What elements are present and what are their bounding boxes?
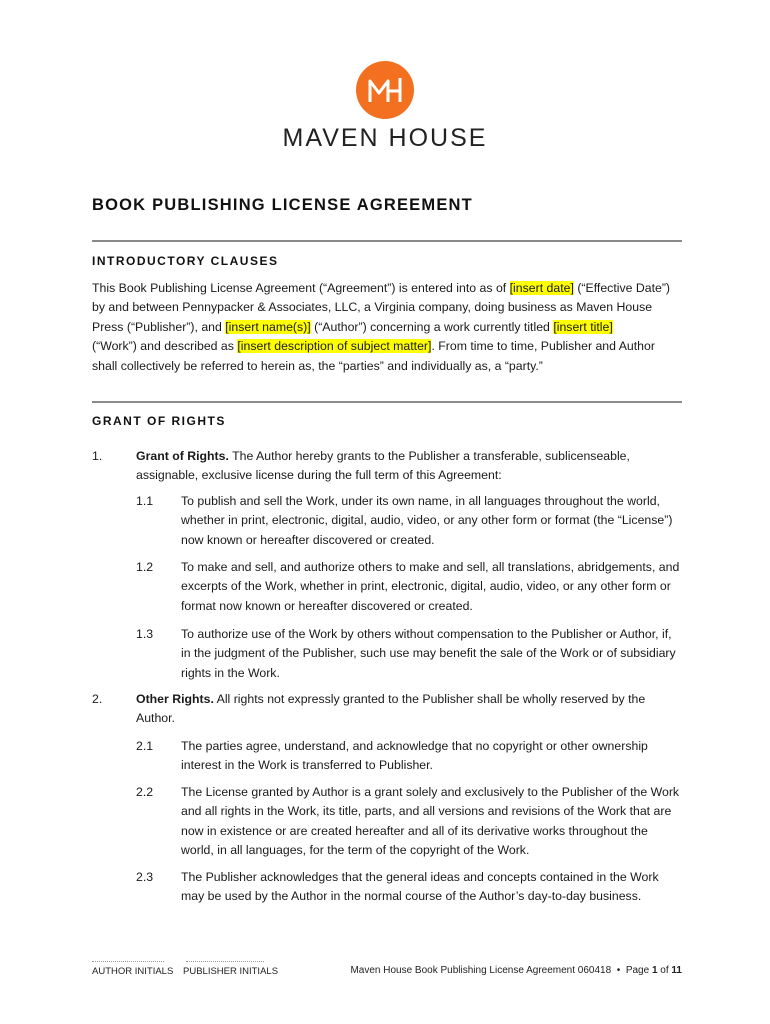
page-total: 11 <box>671 965 682 976</box>
insert-title-field[interactable]: [insert title] <box>553 319 613 334</box>
subclause-text: The License granted by Author is a grant solely and exclusively to the Publisher of the Work and all rights in the Work, its title, parts, and all versions and revisions of the Work that are now in existence or are created hereafter and all of its derivative works throughout the world, in all languages, for the term of the copyright of the Work. <box>181 785 680 858</box>
clause-label: Grant of Rights. <box>136 449 229 463</box>
subclause-text: The Publisher acknowledges that the general ideas and concepts contained in the Work may be used by the Author in the normal course of the Author’s day-to-day business. <box>181 870 659 904</box>
clause-number: 1. <box>92 449 103 463</box>
intro-text: This Book Publishing License Agreement (“Agreement”) is entered into as of <box>92 281 510 295</box>
publisher-initials-line[interactable] <box>186 961 264 962</box>
subclause-number: 1.2 <box>136 560 154 574</box>
page-of: of <box>660 965 669 976</box>
clause-text <box>136 690 682 729</box>
subclause-number: 1.1 <box>136 494 154 508</box>
clause-text <box>136 447 682 486</box>
clause-label: Other Rights. <box>136 692 214 706</box>
clause-body: All rights not expressly granted to the Publisher shall be wholly reserved by the Author. <box>136 692 646 726</box>
publisher-initials-label: PUBLISHER INITIALS <box>183 966 279 977</box>
subclause-number: 2.1 <box>136 739 154 753</box>
page-label: Page <box>625 965 650 976</box>
section-heading-introductory: INTRODUCTORY CLAUSES <box>92 254 279 268</box>
footer-doc-name: Maven House Book Publishing License Agreement 060418 <box>350 965 612 976</box>
subclause-number: 1.3 <box>136 627 154 641</box>
section-divider <box>92 240 682 242</box>
subclause-text: To authorize use of the Work by others without compensation to the Publisher or Author, if, in the judgment of the Publisher, such use may benefit the sale of the Work or of subsidiary rights in the Work. <box>181 627 676 680</box>
intro-text: (“Author”) concerning a work currently titled <box>310 319 554 334</box>
intro-text: (“Work”) and described as <box>92 339 238 354</box>
page-number: 1 <box>651 965 658 976</box>
subclause-number: 2.3 <box>136 870 154 884</box>
mh-monogram-icon <box>355 60 415 120</box>
subclause-text: To publish and sell the Work, under its own name, in all languages throughout the world, whether in print, electronic, digital, audio, video, or any other form or format (the “License”) now known or hereafter discovered or created. <box>181 494 673 547</box>
author-initials-label: AUTHOR INITIALS <box>92 966 174 977</box>
insert-date-field[interactable]: [insert date] <box>509 281 574 295</box>
section-heading-grant: GRANT OF RIGHTS <box>92 414 226 428</box>
brand-wordmark: MAVEN HOUSE <box>282 124 488 152</box>
intro-text: (“Effective Date”) by and between Pennypacker & Associates, LLC, a Virginia company, doing business as Maven House Press (“Publisher”), and <box>92 281 671 334</box>
maven-house-logo <box>0 60 770 153</box>
subclause-text: To make and sell, and authorize others to make and sell, all translations, abridgements, and excerpts of the Work, whether in print, electronic, digital, audio, video, or any other form or format now known or hereafter discovered or created. <box>181 560 680 613</box>
insert-name-field[interactable]: [insert name(s)] <box>225 319 311 334</box>
intro-text: . From time to time, Publisher and Author shall collectively be referred to herein as, the “parties” and individually as, a “party.” <box>92 339 655 373</box>
section-divider <box>92 401 682 403</box>
insert-description-field[interactable]: [insert description of subject matter] <box>237 339 432 354</box>
clause-number: 2. <box>92 692 103 706</box>
clause-body: The Author hereby grants to the Publisher a transferable, sublicenseable, assignable, exclusive license during the full term of this Agreement: <box>136 449 630 483</box>
footer-bullet: • <box>616 965 621 976</box>
subclause-number: 2.2 <box>136 785 154 799</box>
document-title: BOOK PUBLISHING LICENSE AGREEMENT <box>92 196 473 214</box>
subclause-text: The parties agree, understand, and acknowledge that no copyright or other ownership interest in the Work is transferred to Publisher. <box>181 739 648 773</box>
author-initials-line[interactable] <box>92 961 164 962</box>
page-footer <box>350 965 682 976</box>
introductory-paragraph <box>92 279 682 376</box>
